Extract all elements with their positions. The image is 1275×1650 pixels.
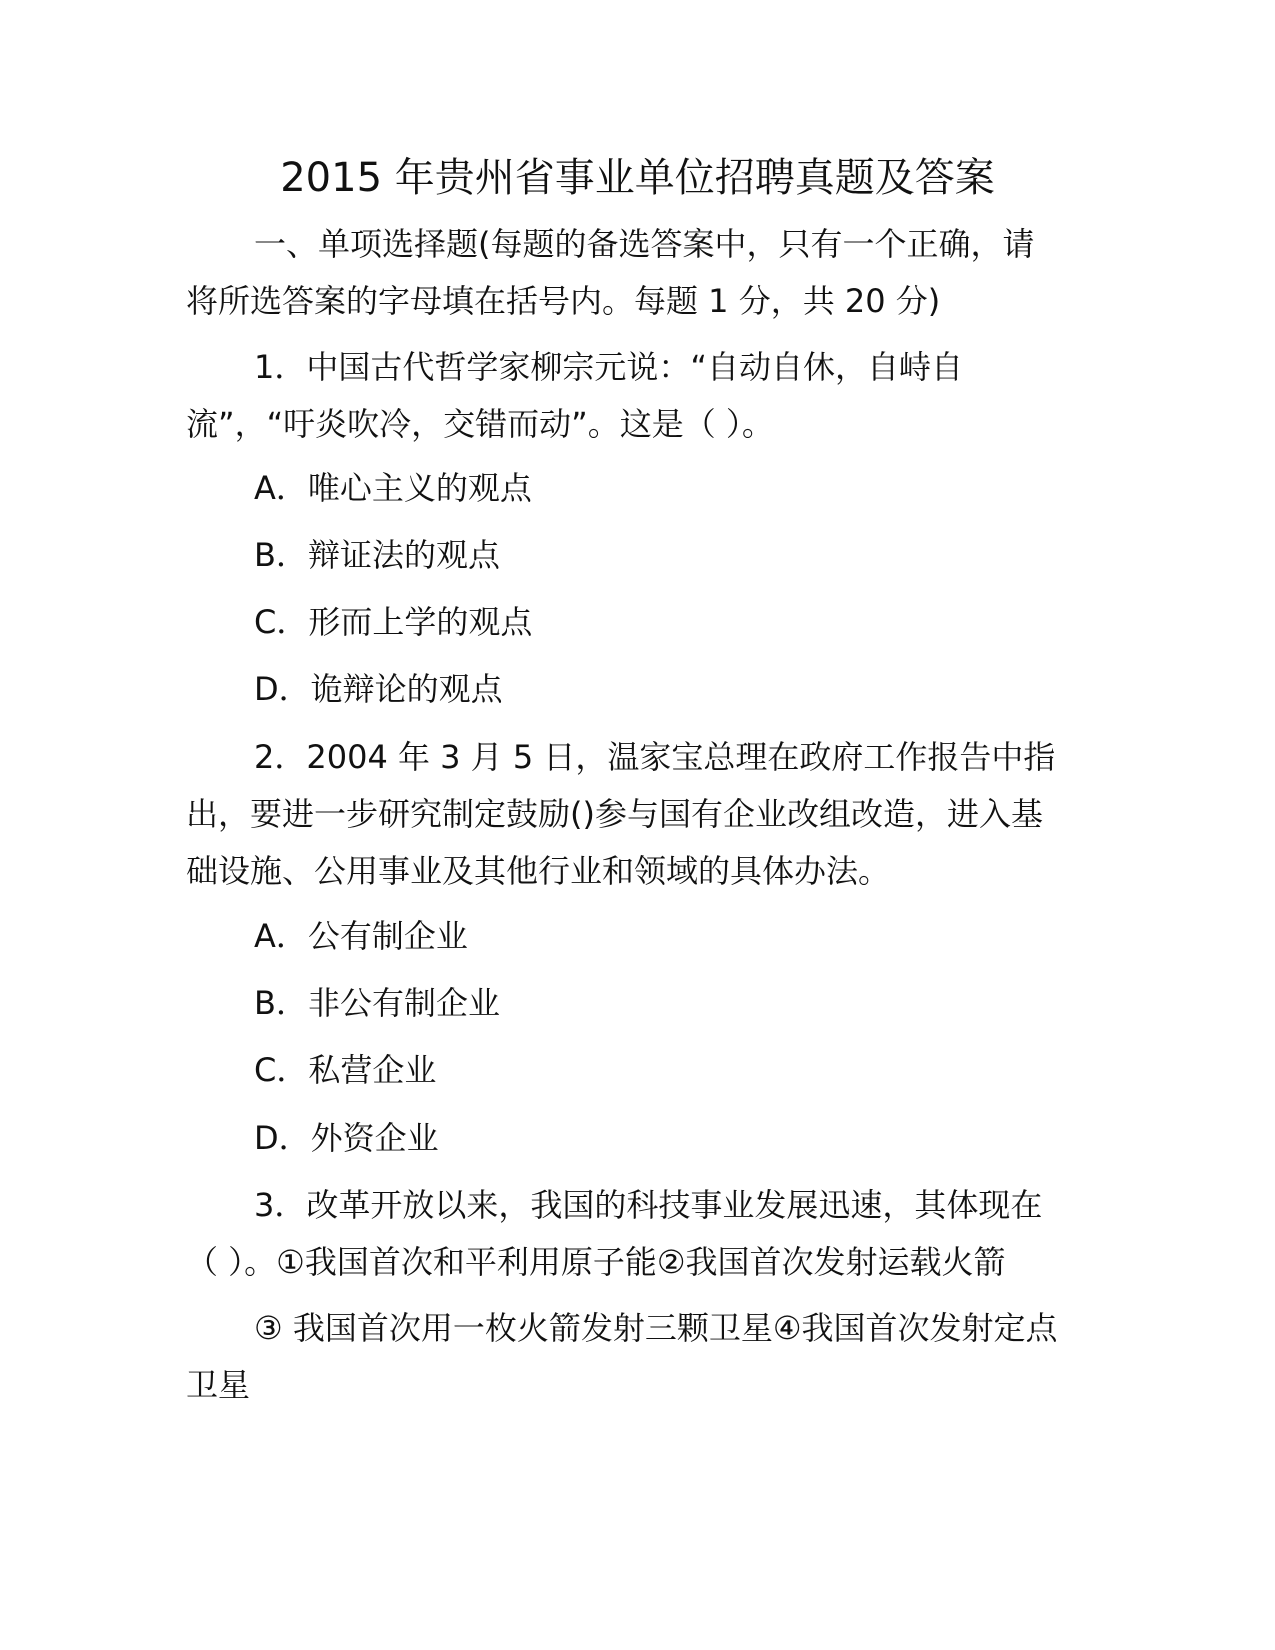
question-1-stem [186, 339, 1086, 453]
question-1-option-a: A．唯心主义的观点 [254, 469, 532, 507]
section-heading [186, 216, 1086, 330]
question-1-option-b: B．辩证法的观点 [254, 536, 500, 574]
section-heading-line: 将所选答案的字母填在括号内。每题 1 分，共 20 分) [186, 282, 941, 320]
question-1-option-c: C．形而上学的观点 [254, 603, 533, 641]
question-2-option-d: D．外资企业 [254, 1119, 439, 1157]
question-stem-line: ③ 我国首次用一枚火箭发射三颗卫星④我国首次发射定点 [254, 1309, 1058, 1347]
question-2-option-c: C．私营企业 [254, 1051, 437, 1089]
section-heading-line: 一、单项选择题(每题的备选答案中，只有一个正确，请 [254, 225, 1035, 263]
question-stem-line: 3．改革开放以来，我国的科技事业发展迅速，其体现在 [254, 1186, 1043, 1224]
question-1-option-d: D．诡辩论的观点 [254, 670, 503, 708]
question-stem-line: （ ）。①我国首次和平利用原子能②我国首次发射运载火箭 [186, 1243, 1006, 1281]
question-stem-line: 卫星 [186, 1366, 251, 1404]
question-2-stem [186, 729, 1086, 900]
question-2-option-a: A．公有制企业 [254, 917, 468, 955]
question-stem-line: 2．2004 年 3 月 5 日，温家宝总理在政府工作报告中指 [254, 738, 1056, 776]
question-2-option-b: B．非公有制企业 [254, 984, 500, 1022]
question-stem-line: 础设施、公用事业及其他行业和领域的具体办法。 [186, 852, 891, 890]
question-stem-line: 出，要进一步研究制定鼓励()参与国有企业改组改造，进入基 [186, 795, 1043, 833]
question-stem-line: 流”，“吁炎吹冷，交错而动”。这是（ ）。 [186, 405, 774, 443]
question-3-continuation [186, 1300, 1086, 1414]
question-3-stem [186, 1177, 1086, 1291]
document-title: 2015 年贵州省事业单位招聘真题及答案 [280, 155, 995, 201]
question-stem-line: 1．中国古代哲学家柳宗元说：“自动自休，自峙自 [254, 348, 963, 386]
